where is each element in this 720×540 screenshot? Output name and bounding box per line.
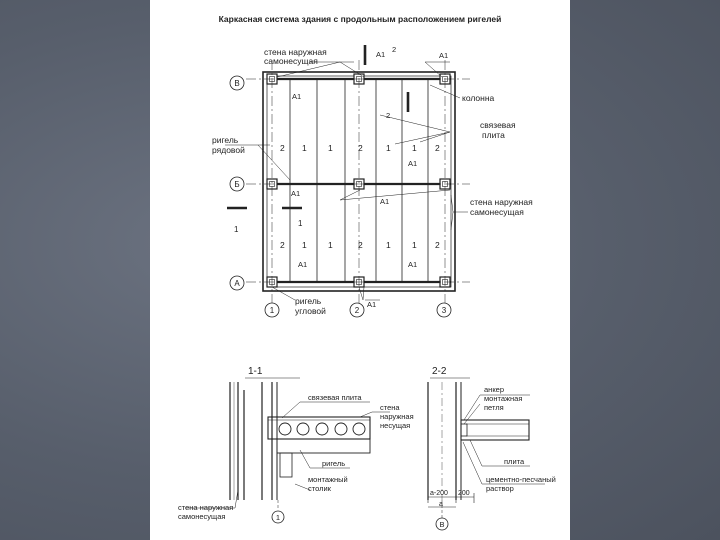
slab-num-7: 2 bbox=[435, 143, 440, 153]
label-a1-6: А1 bbox=[408, 260, 418, 269]
axis-label-b: Б bbox=[234, 180, 240, 189]
slab-num-9: 1 bbox=[302, 240, 307, 250]
axis-label-a: А bbox=[234, 279, 240, 288]
section-1-labels bbox=[178, 366, 414, 522]
slab-num-3: 1 bbox=[328, 143, 333, 153]
label-sec2-anchor-1: анкер bbox=[484, 385, 505, 394]
label-tie-slab-2: плита bbox=[482, 130, 505, 140]
label-cut-1-right: 1 bbox=[298, 219, 303, 228]
label-beam-regular-2: рядовой bbox=[212, 145, 245, 155]
label-sec2-dim-sub: а bbox=[439, 501, 443, 508]
slab-num-13: 1 bbox=[412, 240, 417, 250]
label-sec2-dim-b: 200 bbox=[458, 490, 470, 497]
label-a1-1: А1 bbox=[292, 92, 302, 101]
label-sec1-wall-bottom-2: самонесущая bbox=[178, 512, 226, 521]
slab-num-8: 2 bbox=[280, 240, 285, 250]
axis-label-3: 3 bbox=[441, 306, 447, 315]
label-column: колонна bbox=[462, 93, 495, 103]
slab-num-2: 1 bbox=[302, 143, 307, 153]
label-a1-3: А1 bbox=[291, 189, 301, 198]
label-wall-right-2: самонесущая bbox=[470, 207, 524, 217]
slab-num-10: 1 bbox=[328, 240, 333, 250]
plan-labels bbox=[212, 45, 533, 316]
leader-lines bbox=[225, 62, 468, 300]
axis-label-1: 1 bbox=[269, 306, 275, 315]
label-sec1-wall-2: наружная bbox=[380, 412, 414, 421]
label-sec1-console-2: столик bbox=[308, 484, 331, 493]
axis-bubble-labels bbox=[234, 79, 446, 315]
label-a1-7: А1 bbox=[367, 300, 377, 309]
drawing-sheet bbox=[150, 0, 570, 540]
label-wall-top-1: стена наружная bbox=[264, 47, 327, 57]
label-cut-1-left: 1 bbox=[234, 225, 239, 234]
label-beam-corner-1: ригель bbox=[295, 296, 322, 306]
label-sec2-slab: плита bbox=[504, 457, 525, 466]
drawing-title: Каркасная система здания с продольным расположением ригелей bbox=[218, 14, 502, 24]
axis-label-sec2: В bbox=[439, 520, 445, 529]
slab-num-6: 1 bbox=[412, 143, 417, 153]
label-cut-2-top: 2 bbox=[392, 45, 397, 54]
slab-num-14: 2 bbox=[435, 240, 440, 250]
label-sec2-anchor-3: петля bbox=[484, 403, 504, 412]
label-wall-right-1: стена наружная bbox=[470, 197, 533, 207]
label-sec1-wall-bottom-1: стена наружная bbox=[178, 503, 234, 512]
label-sec2-mortar-2: раствор bbox=[486, 484, 514, 493]
label-a1-2: А1 bbox=[408, 159, 418, 168]
section-2-labels bbox=[430, 366, 556, 529]
slab-num-5: 1 bbox=[386, 143, 391, 153]
floor-plan bbox=[225, 45, 470, 317]
label-wall-top-2: самонесущая bbox=[264, 56, 318, 66]
label-sec2-anchor-2: монтажная bbox=[484, 394, 523, 403]
slab-num-4: 2 bbox=[358, 143, 363, 153]
section-1-title: 1-1 bbox=[248, 366, 263, 377]
axis-label-2: 2 bbox=[354, 306, 360, 315]
slab-num-1: 2 bbox=[280, 143, 285, 153]
label-sec1-tie-slab: связевая плита bbox=[308, 393, 362, 402]
label-sec2-dim-a: а-200 bbox=[430, 490, 448, 497]
label-sec1-beam: ригель bbox=[322, 459, 346, 468]
slab-num-12: 1 bbox=[386, 240, 391, 250]
label-sec1-wall-1: стена bbox=[380, 403, 400, 412]
columns bbox=[267, 74, 450, 287]
label-sec1-wall-3: несущая bbox=[380, 421, 411, 430]
label-tie-slab-1: связевая bbox=[480, 120, 516, 130]
label-sec1-console-1: монтажный bbox=[308, 475, 348, 484]
label-beam-corner-2: угловой bbox=[295, 306, 326, 316]
label-cut-2-mid: 2 bbox=[386, 111, 391, 120]
section-2-title: 2-2 bbox=[432, 366, 447, 377]
label-a1-right-top: А1 bbox=[439, 51, 449, 60]
label-beam-regular-1: ригель bbox=[212, 135, 239, 145]
axis-label-v: В bbox=[234, 79, 240, 88]
label-a1-4: А1 bbox=[380, 197, 390, 206]
label-a1-5: А1 bbox=[298, 260, 308, 269]
label-sec2-mortar-1: цементно-песчаный bbox=[486, 475, 556, 484]
slab-num-11: 2 bbox=[358, 240, 363, 250]
drawing-svg bbox=[150, 0, 570, 540]
axis-label-sec1: 1 bbox=[275, 513, 281, 522]
label-cut-a1-top: А1 bbox=[376, 50, 386, 59]
